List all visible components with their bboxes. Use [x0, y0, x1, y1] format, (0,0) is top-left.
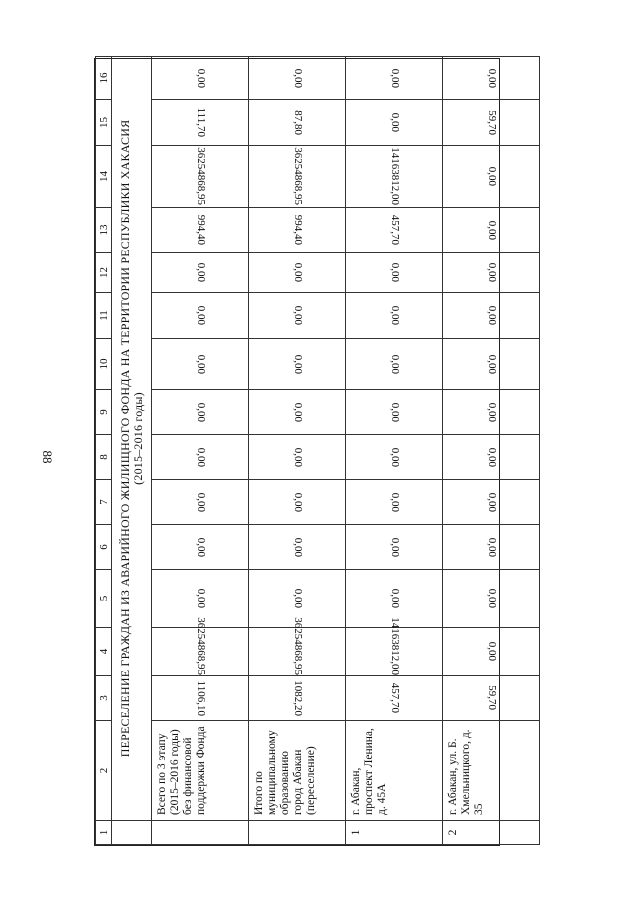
value-cell	[152, 435, 249, 480]
value-cell	[443, 390, 540, 435]
value-cell	[443, 628, 540, 676]
value-cell	[152, 100, 249, 146]
value-cell	[249, 339, 346, 390]
section-title	[112, 57, 152, 821]
resettlement-table-sheet	[94, 58, 500, 846]
cell-value: 87,80	[292, 110, 304, 135]
value-cell	[346, 390, 443, 435]
value-cell	[443, 570, 540, 628]
value-cell	[152, 146, 249, 208]
cell-value: 0,00	[389, 68, 401, 88]
cell-value: 59,70	[486, 110, 498, 135]
value-cell	[443, 293, 540, 339]
row-name: Всего по 3 этапу (2015–2016 годы) без финансовой поддержки Фонда	[152, 721, 249, 821]
resettlement-table	[95, 56, 540, 845]
cell-value: 0,00	[486, 492, 498, 512]
value-cell	[152, 525, 249, 570]
cell-value: 0,00	[389, 354, 401, 374]
cell-value: 36254868,95	[195, 617, 207, 675]
row-index: 2	[443, 821, 540, 845]
row-index: 1	[346, 821, 443, 845]
column-number-4: 4	[96, 628, 112, 676]
column-number-3: 3	[96, 676, 112, 721]
value-cell	[346, 339, 443, 390]
cell-value: 0,00	[486, 68, 498, 88]
value-cell	[152, 293, 249, 339]
value-cell	[152, 676, 249, 721]
value-cell	[346, 435, 443, 480]
value-cell	[346, 100, 443, 146]
row-name: г. Абакан, проспект Ленина, д. 45А	[346, 721, 443, 821]
cell-value: 0,00	[195, 447, 207, 467]
column-number-10: 10	[96, 339, 112, 390]
cell-value: 0,00	[292, 537, 304, 557]
table-row	[249, 57, 346, 845]
column-number-14: 14	[96, 146, 112, 208]
cell-value: 36254868,95	[292, 617, 304, 675]
value-cell	[249, 525, 346, 570]
cell-value: 457,70	[389, 214, 401, 246]
value-cell	[346, 525, 443, 570]
value-cell	[346, 57, 443, 100]
value-cell	[443, 525, 540, 570]
value-cell	[152, 339, 249, 390]
cell-value: 0,00	[292, 402, 304, 422]
column-number-7: 7	[96, 480, 112, 525]
cell-value: 0,00	[195, 402, 207, 422]
value-cell	[443, 146, 540, 208]
title-index-cell	[112, 821, 152, 845]
cell-value: 0,00	[486, 402, 498, 422]
cell-value: 0,00	[292, 68, 304, 88]
value-cell	[443, 57, 540, 100]
cell-value: 0,00	[195, 262, 207, 283]
cell-value: 0,00	[195, 68, 207, 88]
section-title-row	[112, 57, 152, 845]
cell-value: 457,70	[389, 682, 401, 714]
cell-value: 0,00	[292, 305, 304, 326]
cell-value: 0,00	[486, 447, 498, 467]
cell-value: 14163812,00	[389, 617, 401, 675]
column-number-1: 1	[96, 821, 112, 845]
value-cell	[443, 100, 540, 146]
value-cell	[443, 253, 540, 293]
column-number-5: 5	[96, 570, 112, 628]
value-cell	[249, 146, 346, 208]
value-cell	[152, 480, 249, 525]
value-cell	[152, 208, 249, 253]
value-cell	[443, 435, 540, 480]
value-cell	[249, 480, 346, 525]
cell-value: 0,00	[389, 262, 401, 283]
value-cell	[249, 676, 346, 721]
cell-value: 0,00	[389, 305, 401, 326]
cell-value: 0,00	[389, 492, 401, 512]
table-row	[152, 57, 249, 845]
cell-value: 994,40	[195, 214, 207, 246]
cell-value: 0,00	[389, 402, 401, 422]
section-title-line1: ПЕРЕСЕЛЕНИЕ ГРАЖДАН ИЗ АВАРИЙНОГО ЖИЛИЩНОГО ФОНДА НА ТЕРРИТОРИИ РЕСПУБЛИКИ ХАКАСИЯ	[117, 119, 132, 758]
cell-value: 0,00	[486, 305, 498, 326]
cell-value: 0,00	[195, 354, 207, 374]
value-cell	[152, 617, 249, 676]
cell-value: 0,00	[292, 262, 304, 283]
cell-value: 0,00	[486, 588, 498, 609]
column-number-16: 16	[96, 57, 112, 100]
column-number-12: 12	[96, 253, 112, 293]
value-cell	[443, 339, 540, 390]
cell-value: 1106,10	[195, 680, 207, 716]
value-cell	[249, 435, 346, 480]
section-title-line2: (2015–2016 годы)	[130, 392, 145, 485]
value-cell	[346, 676, 443, 721]
column-number-11: 11	[96, 293, 112, 339]
cell-value: 59,70	[486, 685, 498, 711]
cell-value: 14163812,00	[389, 147, 401, 206]
value-cell	[249, 57, 346, 100]
page-number: 88	[40, 450, 55, 464]
value-cell	[346, 293, 443, 339]
column-number-13: 13	[96, 208, 112, 253]
cell-value: 0,00	[195, 588, 207, 609]
column-number-15: 15	[96, 100, 112, 146]
cell-value: 0,00	[486, 537, 498, 557]
cell-value: 994,40	[292, 214, 304, 246]
column-number-8: 8	[96, 435, 112, 480]
cell-value: 0,00	[389, 447, 401, 467]
value-cell	[443, 208, 540, 253]
cell-value: 0,00	[292, 588, 304, 609]
column-number-row	[96, 57, 112, 845]
cell-value: 0,00	[486, 262, 498, 283]
value-cell	[443, 480, 540, 525]
row-name: г. Абакан, ул. Б. Хмельницкого, д. 35	[443, 721, 540, 821]
cell-value: 1082,20	[292, 680, 304, 716]
cell-value: 0,00	[486, 354, 498, 374]
table-row	[346, 57, 443, 845]
value-cell	[249, 390, 346, 435]
row-name: Итого по муниципальному образованию город Абакан (переселение)	[249, 721, 346, 821]
cell-value: 0,00	[292, 447, 304, 467]
value-cell	[152, 253, 249, 293]
cell-value: 0,00	[292, 492, 304, 512]
cell-value: 111,70	[195, 107, 207, 138]
column-number-2: 2	[96, 721, 112, 821]
value-cell	[249, 208, 346, 253]
value-cell	[346, 480, 443, 525]
cell-value: 0,00	[195, 305, 207, 326]
cell-value: 0,00	[389, 537, 401, 557]
cell-value: 0,00	[389, 588, 401, 609]
value-cell	[346, 617, 443, 676]
column-number-6: 6	[96, 525, 112, 570]
row-index	[249, 821, 346, 845]
cell-value: 0,00	[292, 354, 304, 374]
cell-value: 0,00	[486, 220, 498, 240]
cell-value: 0,00	[389, 112, 401, 133]
row-index	[152, 821, 249, 845]
value-cell	[346, 253, 443, 293]
value-cell	[152, 390, 249, 435]
value-cell	[249, 100, 346, 146]
value-cell	[249, 617, 346, 676]
cell-value: 0,00	[195, 537, 207, 557]
value-cell	[346, 208, 443, 253]
cell-value: 0,00	[486, 641, 498, 662]
cell-value: 36254868,95	[292, 147, 304, 206]
value-cell	[249, 293, 346, 339]
value-cell	[249, 253, 346, 293]
cell-value: 0,00	[195, 492, 207, 512]
table-row	[443, 57, 540, 845]
value-cell	[346, 146, 443, 208]
cell-value: 36254868,95	[195, 147, 207, 206]
column-number-9: 9	[96, 390, 112, 435]
value-cell	[443, 676, 540, 721]
value-cell	[152, 57, 249, 100]
cell-value: 0,00	[486, 166, 498, 187]
